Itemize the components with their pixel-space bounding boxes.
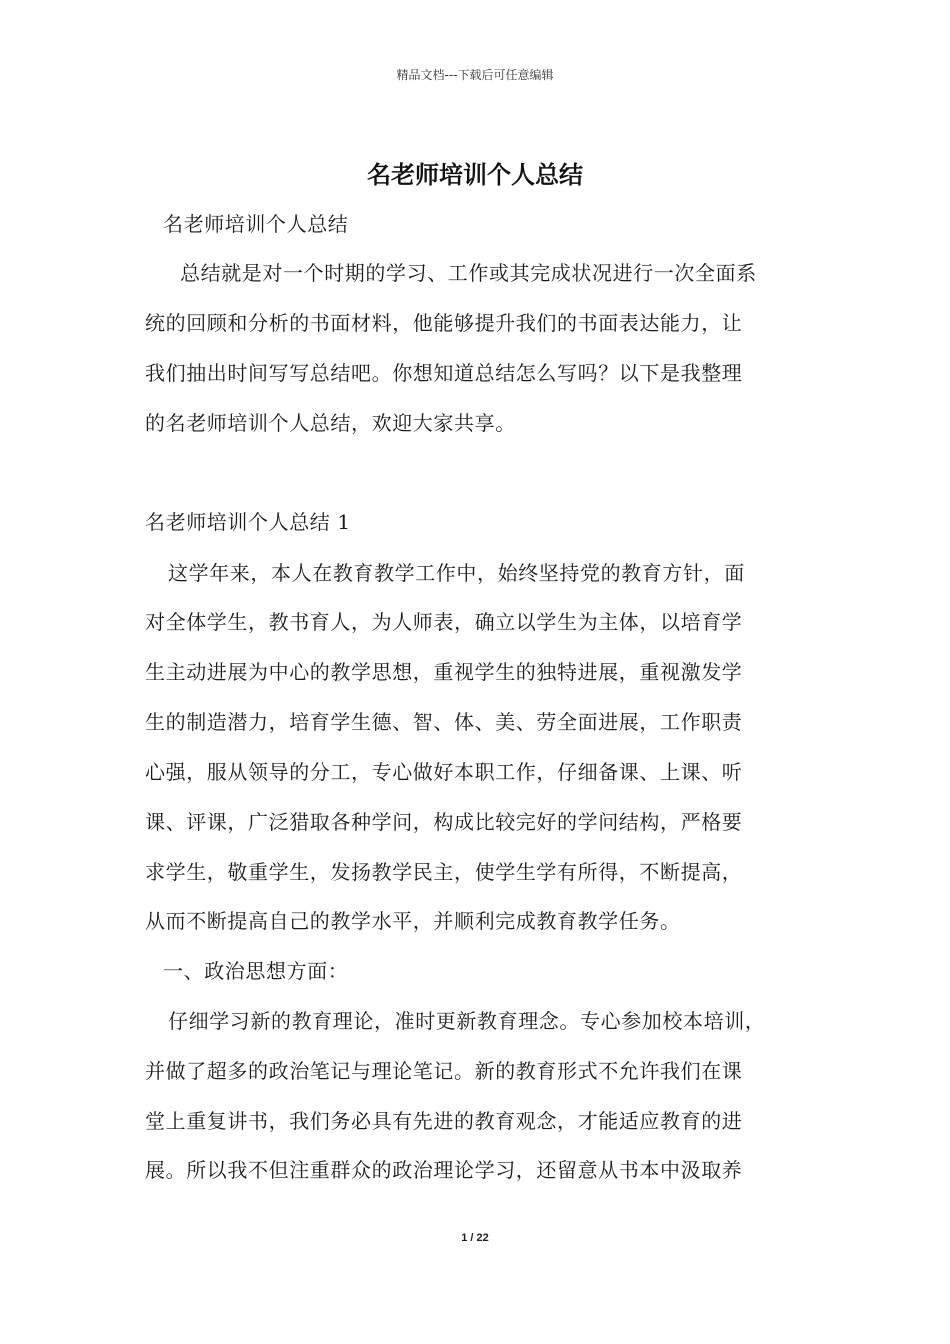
body-line: 课、评课，广泛猎取各种学问，构成比较完好的学问结构，严格要 xyxy=(145,810,743,834)
body-line: 生的制造潜力，培育学生德、智、体、美、劳全面进展，工作职责 xyxy=(145,710,743,734)
subtitle: 名老师培训个人总结 xyxy=(163,212,349,236)
body-line: 这学年来，本人在教育教学工作中，始终坚持党的教育方针，面 xyxy=(168,561,745,585)
intro-line: 我们抽出时间写写总结吧。你想知道总结怎么写吗？以下是我整理 xyxy=(145,361,743,385)
body-line: 展。所以我不但注重群众的政治理论学习，还留意从书本中汲取养 xyxy=(145,1158,743,1182)
intro-line: 总结就是对一个时期的学习、工作或其完成状况进行一次全面系 xyxy=(180,261,757,285)
intro-line: 的名老师培训个人总结，欢迎大家共享。 xyxy=(145,411,516,435)
section-heading: 名老师培训个人总结 1 xyxy=(145,510,351,534)
page-header: 精品文档---下载后可任意编辑 xyxy=(396,68,554,82)
body-line: 堂上重复讲书，我们务必具有先进的教育观念，才能适应教育的进 xyxy=(145,1109,743,1133)
body-line: 求学生，敬重学生，发扬教学民主，使学生学有所得，不断提高， xyxy=(145,860,743,884)
body-line: 心强，服从领导的分工，专心做好本职工作，仔细备课、上课、听 xyxy=(145,760,743,784)
page-number: 1 / 22 xyxy=(461,1232,489,1244)
politics-heading: 一、政治思想方面： xyxy=(163,959,349,983)
body-line: 对全体学生，教书育人，为人师表，确立以学生为主体，以培育学 xyxy=(145,610,743,634)
intro-line: 统的回顾和分析的书面材料，他能够提升我们的书面表达能力，让 xyxy=(145,311,743,335)
body-line: 从而不断提高自己的教学水平，并顺利完成教育教学任务。 xyxy=(145,909,681,933)
document-title: 名老师培训个人总结 xyxy=(367,161,583,189)
body-line: 并做了超多的政治笔记与理论笔记。新的教育形式不允许我们在课 xyxy=(145,1059,743,1083)
body-line: 生主动进展为中心的教学思想，重视学生的独特进展，重视激发学 xyxy=(145,660,743,684)
body-line: 仔细学习新的教育理论，准时更新教育理念。专心参加校本培训， xyxy=(168,1009,766,1033)
